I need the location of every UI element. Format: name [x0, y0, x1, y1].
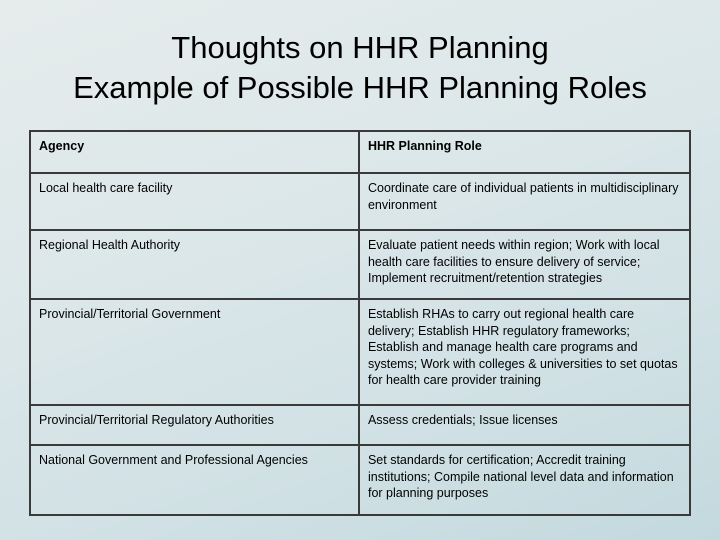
- table-row: [30, 299, 690, 405]
- header-role: HHR Planning Role: [359, 131, 690, 173]
- role-cell: Assess credentials; Issue licenses: [359, 405, 690, 445]
- role-cell: Coordinate care of individual patients in multidisciplinary environment: [359, 173, 690, 230]
- agency-cell: Provincial/Territorial Regulatory Authorities: [30, 405, 359, 445]
- agency-cell: Local health care facility: [30, 173, 359, 230]
- role-cell: Evaluate patient needs within region; Work with local health care facilities to ensure delivery of service; Implement recruitment/retention strategies: [359, 230, 690, 299]
- table-row: [30, 445, 690, 515]
- slide-title-block: [0, 28, 720, 108]
- table-header-row: [30, 131, 690, 173]
- slide-subtitle: Example of Possible HHR Planning Roles: [73, 70, 647, 105]
- role-cell: Set standards for certification; Accredit training institutions; Compile national level data and information for planning purposes: [359, 445, 690, 515]
- agency-cell: Regional Health Authority: [30, 230, 359, 299]
- table-row: [30, 405, 690, 445]
- slide-title: Thoughts on HHR Planning: [171, 30, 549, 65]
- table-row: [30, 230, 690, 299]
- agency-cell: National Government and Professional Agencies: [30, 445, 359, 515]
- roles-table: [29, 130, 691, 516]
- agency-cell: Provincial/Territorial Government: [30, 299, 359, 405]
- table-row: [30, 173, 690, 230]
- header-agency: Agency: [30, 131, 359, 173]
- role-cell: Establish RHAs to carry out regional health care delivery; Establish HHR regulatory frameworks; Establish and manage health care programs and systems; Work with colleges & universities to set quotas for health care provider training: [359, 299, 690, 405]
